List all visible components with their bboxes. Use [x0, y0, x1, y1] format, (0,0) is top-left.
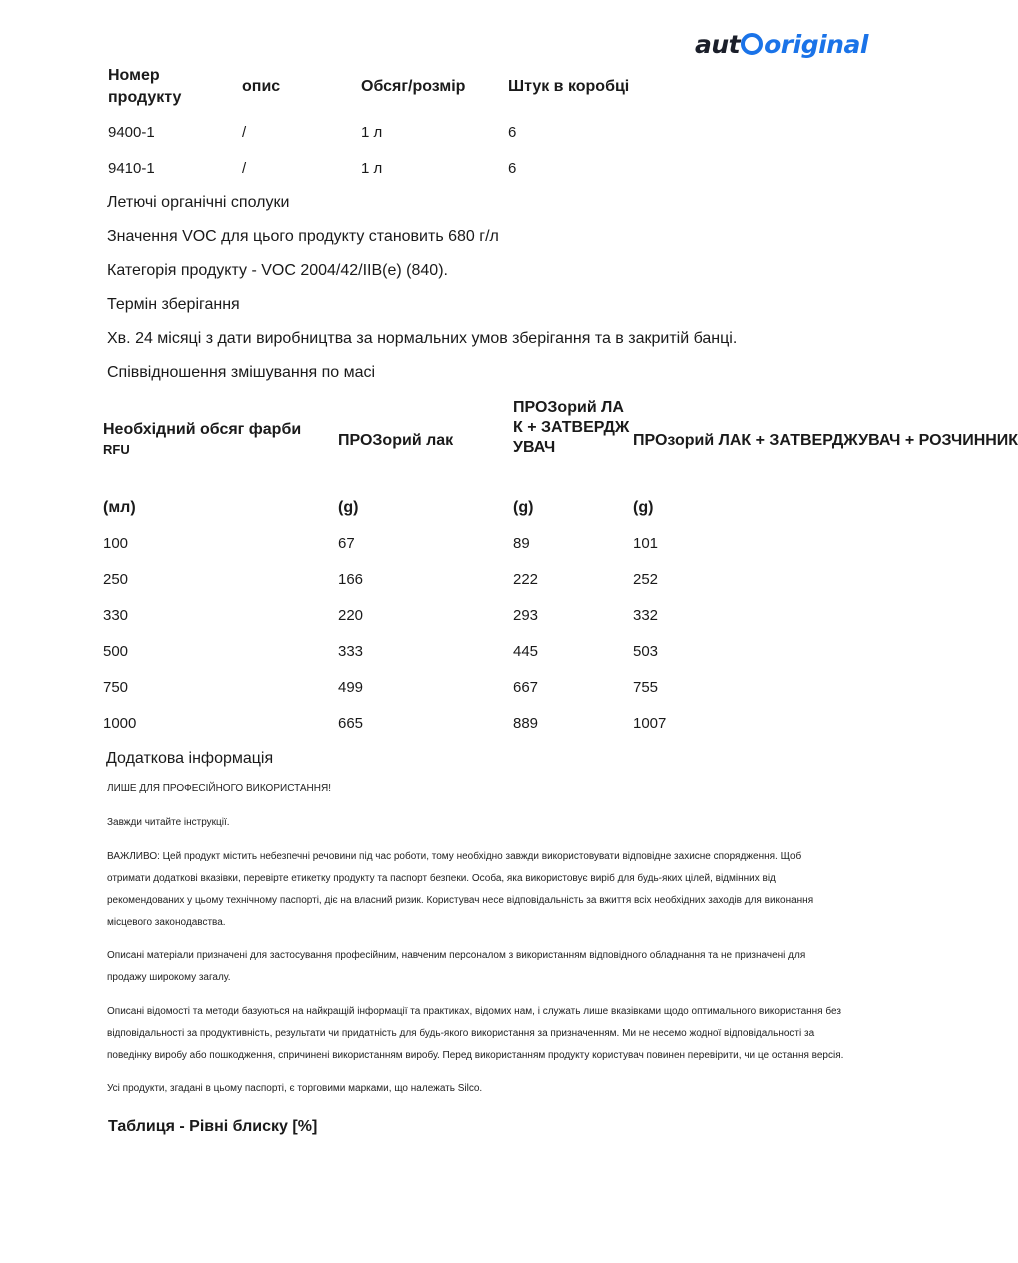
additional-methods-line-1: Описані відомості та методи базуються на найкращій інформації та практиках, відомих нам, і служать лише вказівками щодо оптимального використання без: [107, 1006, 841, 1017]
additional-trademarks: Усі продукти, згадані в цьому паспорті, є торговими марками, що належать Silco.: [107, 1083, 483, 1094]
mix-row-4-clear: 333: [338, 643, 364, 660]
additional-professional-only: ЛИШЕ ДЛЯ ПРОФЕСІЙНОГО ВИКОРИСТАННЯ!: [107, 783, 331, 794]
col-header-volume: Обсяг/розмір: [361, 78, 466, 95]
additional-important-line-2: отримати додаткові вказівки, перевірте етикетку продукту та паспорт безпеки. Особа, яка використовує виріб для будь-яких цілей, відмінних від: [107, 873, 776, 884]
mix-row-4-thinner: 503: [633, 643, 659, 660]
mix-row-1-hardener: 89: [513, 535, 530, 552]
voc-value: Значення VOC для цього продукту становить 680 г/л: [107, 228, 499, 245]
mix-row-2-clear: 166: [338, 571, 364, 588]
mix-row-1-clear: 67: [338, 535, 355, 552]
storage-heading: Термін зберігання: [107, 296, 240, 313]
product-row-1-number: 9400-1: [108, 124, 155, 141]
additional-methods-line-3: поведінку виробу або пошкодження, спричинені використанням виробу. Перед використанням продукту користувач повинен перевірити, чи це остання версія.: [107, 1050, 844, 1061]
mix-row-1-volume: 100: [103, 535, 129, 552]
mix-row-6-thinner: 1007: [633, 715, 667, 732]
additional-methods-line-2: відповідальності за продуктивність, результати чи придатність для будь-якого використання за призначенням. Ми не несемо жодної відповідальності за: [107, 1028, 815, 1039]
mix-unit-g-1: (g): [338, 499, 359, 516]
additional-important-line-4: місцевого законодавства.: [107, 917, 226, 928]
mixing-heading: Співвідношення змішування по масі: [107, 364, 376, 381]
voc-heading: Летючі органічні сполуки: [107, 194, 290, 211]
product-row-2-number: 9410-1: [108, 160, 155, 177]
mix-row-2-hardener: 222: [513, 571, 539, 588]
additional-heading: Додаткова інформація: [106, 750, 274, 767]
mix-row-3-clear: 220: [338, 607, 364, 624]
product-row-1-description: /: [242, 124, 247, 141]
mix-row-4-volume: 500: [103, 643, 129, 660]
mix-row-2-volume: 250: [103, 571, 129, 588]
mix-row-5-hardener: 667: [513, 679, 539, 696]
product-row-1-volume: 1 л: [361, 124, 383, 141]
mix-row-5-clear: 499: [338, 679, 364, 696]
mix-col-header-clear: ПРОЗорий лак: [338, 432, 454, 449]
additional-important-line-3: рекомендованих у цьому технічному паспорті, діє на власний ризик. Користувач несе відповідальність за вжиття всіх необхідних заходів для виконання: [107, 895, 814, 906]
mix-unit-ml: (мл): [103, 499, 136, 516]
col-header-product-number: Номер продукту: [108, 67, 182, 106]
additional-important-line-1: ВАЖЛИВО: Цей продукт містить небезпечні речовини під час роботи, тому необхідно завжди використовувати відповідне захисне спорядження. Щоб: [107, 851, 802, 862]
mix-col-header-clip: [633, 431, 1018, 455]
storage-text: Хв. 24 місяці з дати виробництва за нормальних умов зберігання та в закритій банці.: [107, 330, 738, 347]
mix-row-2-thinner: 252: [633, 571, 659, 588]
voc-category: Категорія продукту - VOC 2004/42/IIB(e) (840).: [107, 262, 448, 279]
mix-row-5-thinner: 755: [633, 679, 659, 696]
mix-rfu-label: RFU: [103, 442, 130, 457]
mix-unit-g-3: (g): [633, 499, 654, 516]
mix-row-4-hardener: 445: [513, 643, 539, 660]
gloss-table-title: Таблиця - Рівні блиску [%]: [108, 1118, 318, 1135]
additional-materials-line-2: продажу широкому загалу.: [107, 972, 231, 983]
mix-col-header-clear-hardener-thinner: ПРОзорий ЛАК + ЗАТВЕРДЖУВАЧ + РОЗЧИННИК: [633, 432, 1018, 449]
col-header-description: опис: [242, 78, 281, 95]
mix-row-6-hardener: 889: [513, 715, 539, 732]
additional-materials-line-1: Описані матеріали призначені для застосування професійним, навченим персоналом з використанням відповідного обладнання та не призначені для: [107, 950, 806, 961]
mix-row-3-volume: 330: [103, 607, 129, 624]
mix-row-3-thinner: 332: [633, 607, 659, 624]
mix-row-3-hardener: 293: [513, 607, 539, 624]
product-row-2-volume: 1 л: [361, 160, 383, 177]
logo-ring-icon: [741, 33, 763, 55]
additional-read-instructions: Завжди читайте інструкції.: [107, 817, 230, 828]
mix-row-5-volume: 750: [103, 679, 129, 696]
mix-unit-g-2: (g): [513, 499, 534, 516]
mix-row-1-thinner: 101: [633, 535, 659, 552]
product-row-1-pieces: 6: [508, 124, 517, 141]
col-header-pieces-per-box: Штук в коробці: [508, 78, 630, 95]
product-row-2-pieces: 6: [508, 160, 517, 177]
mix-col-header-volume: Необхідний обсяг фарби: [103, 421, 302, 438]
mix-row-6-volume: 1000: [103, 715, 137, 732]
autoriginal-logo: aut original: [695, 30, 868, 59]
product-row-2-description: /: [242, 160, 247, 177]
mix-col-header-clear-hardener: ПРОЗорий ЛАК + ЗАТВЕРДЖУВАЧ: [513, 399, 630, 456]
mix-row-6-clear: 665: [338, 715, 364, 732]
